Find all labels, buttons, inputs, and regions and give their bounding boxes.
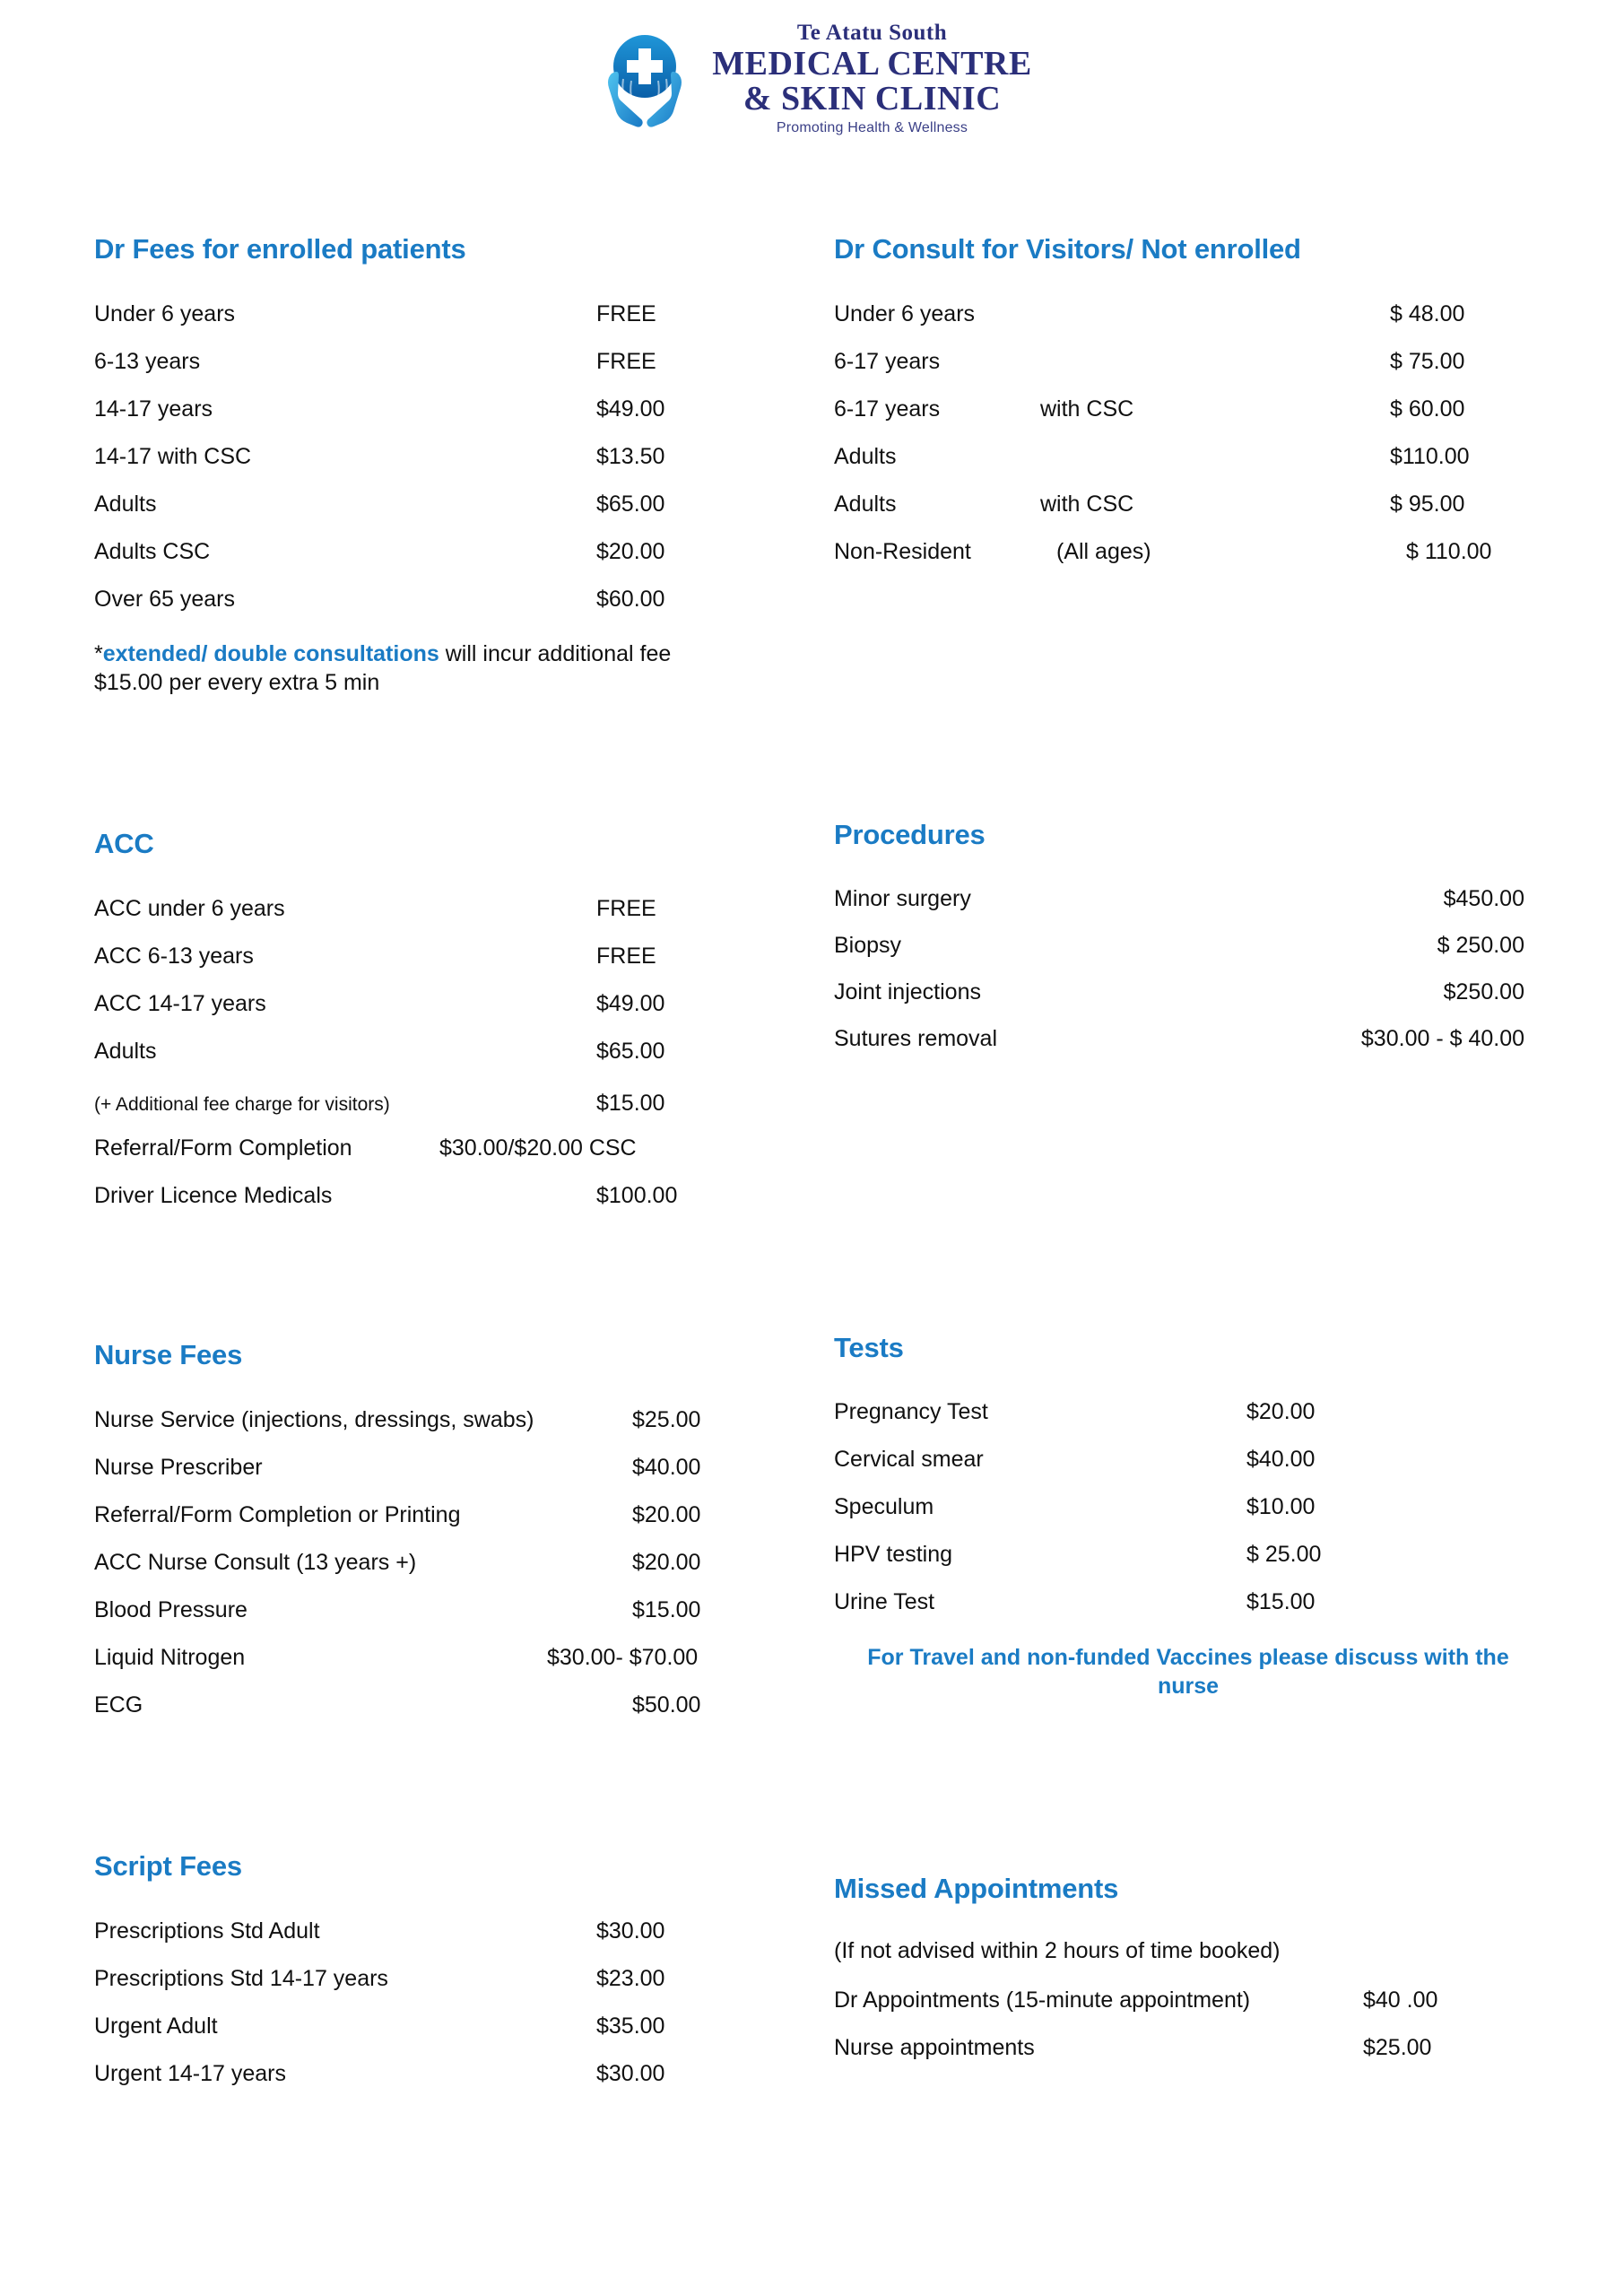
fee-row bbox=[834, 1493, 1542, 1519]
fee-row bbox=[94, 588, 803, 611]
section-title-missed-appointments: Missed Appointments bbox=[834, 1873, 1119, 1904]
fee-label: 6-13 years bbox=[94, 348, 201, 374]
fee-label: Cervical smear bbox=[834, 1446, 984, 1472]
fee-price: $30.00- $70.00 bbox=[547, 1644, 699, 1670]
fee-row bbox=[94, 398, 803, 421]
fee-row bbox=[834, 885, 1524, 911]
fee-row bbox=[834, 1398, 1542, 1424]
section-title-dr-consult-visitors: Dr Consult for Visitors/ Not enrolled bbox=[834, 233, 1301, 265]
section-dr-fees-enrolled bbox=[94, 235, 803, 697]
fee-price: $23.00 bbox=[596, 1965, 665, 1991]
fee-label: Referral/Form Completion or Printing bbox=[94, 1501, 461, 1527]
fee-price: $ 48.00 bbox=[1390, 300, 1465, 326]
logo-line-skin-clinic: & SKIN CLINIC bbox=[743, 80, 1002, 117]
fee-row bbox=[834, 348, 1542, 374]
fee-label: Over 65 years bbox=[94, 586, 236, 612]
section-dr-consult-visitors bbox=[834, 235, 1542, 563]
fee-qualifier: (All ages) bbox=[1056, 538, 1151, 564]
fee-row bbox=[94, 1454, 803, 1480]
fee-price: $30.00 - $ 40.00 bbox=[1360, 1025, 1524, 1051]
fee-price: FREE bbox=[596, 348, 656, 374]
fee-price: $100.00 bbox=[596, 1182, 678, 1208]
section-title-script-fees: Script Fees bbox=[94, 1850, 242, 1882]
fee-row bbox=[834, 300, 1542, 326]
fee-label: Referral/Form Completion bbox=[94, 1135, 352, 1161]
fee-row bbox=[94, 443, 803, 469]
fee-price: $110.00 bbox=[1390, 443, 1470, 469]
fee-label: Urgent 14-17 years bbox=[94, 2060, 287, 2086]
section-title-procedures: Procedures bbox=[834, 819, 986, 850]
fee-label: Dr Appointments (15-minute appointment) bbox=[834, 1987, 1251, 2013]
fee-qualifier: with CSC bbox=[1040, 491, 1134, 517]
fee-label: Adults bbox=[94, 491, 157, 517]
fee-label: Urine Test bbox=[834, 1588, 935, 1614]
fee-price: $40.00 bbox=[632, 1454, 701, 1480]
fee-label: Driver Licence Medicals bbox=[94, 1182, 333, 1208]
fee-price: $ 25.00 bbox=[1246, 1541, 1322, 1567]
fee-label: Liquid Nitrogen bbox=[94, 1644, 246, 1670]
fee-price: $30.00 bbox=[596, 2060, 665, 2086]
fee-label: Urgent Adult bbox=[94, 2013, 218, 2039]
medical-cross-in-hands-logo-icon bbox=[592, 25, 698, 133]
fee-row bbox=[94, 1694, 803, 1717]
fee-label: 14-17 years bbox=[94, 396, 213, 422]
fee-price: $20.00 bbox=[632, 1501, 701, 1527]
fee-price: $ 60.00 bbox=[1390, 396, 1465, 422]
fee-price: $20.00 bbox=[632, 1549, 701, 1575]
fee-label: Adults bbox=[94, 1038, 157, 1064]
fee-label: Prescriptions Std 14-17 years bbox=[94, 1965, 388, 1991]
fee-price: $10.00 bbox=[1246, 1493, 1316, 1519]
fee-label: Joint injections bbox=[834, 978, 981, 1004]
fee-price: $13.50 bbox=[596, 443, 665, 469]
fee-row bbox=[94, 2015, 803, 2038]
fee-row-visitor-surcharge bbox=[94, 1092, 803, 1115]
fee-row bbox=[94, 1549, 803, 1575]
fee-label: ECG bbox=[94, 1692, 143, 1718]
fee-label: 6-17 years bbox=[834, 348, 941, 374]
fee-price: $25.00 bbox=[632, 1406, 701, 1432]
fee-price: $15.00 bbox=[596, 1090, 665, 1116]
fee-row bbox=[834, 1541, 1542, 1567]
section-acc bbox=[94, 830, 803, 1207]
logo-tagline: Promoting Health & Wellness bbox=[776, 120, 968, 135]
fee-label: ACC Nurse Consult (13 years +) bbox=[94, 1549, 417, 1575]
section-missed-appointments bbox=[834, 1874, 1542, 2059]
fee-row bbox=[94, 1501, 803, 1527]
fee-price: $49.00 bbox=[596, 990, 665, 1016]
fee-price: $60.00 bbox=[596, 586, 665, 612]
fee-price: $ 75.00 bbox=[1390, 348, 1465, 374]
fee-row bbox=[94, 348, 803, 374]
section-procedures bbox=[834, 821, 1542, 1050]
fee-price: $35.00 bbox=[596, 2013, 665, 2039]
footnote-rest: will incur additional fee $15.00 per every extra 5 min bbox=[94, 640, 672, 695]
fee-label: Nurse Prescriber bbox=[94, 1454, 263, 1480]
fee-row bbox=[94, 538, 803, 564]
fee-price: $50.00 bbox=[632, 1692, 701, 1718]
extended-consultation-footnote bbox=[94, 639, 722, 697]
fee-price: $49.00 bbox=[596, 396, 665, 422]
fee-row bbox=[834, 1025, 1524, 1051]
logo-wordmark bbox=[712, 22, 1031, 135]
fee-price: FREE bbox=[596, 895, 656, 921]
fee-price: $15.00 bbox=[632, 1596, 701, 1622]
clinic-logo-header bbox=[0, 0, 1624, 157]
travel-vaccine-note: For Travel and non-funded Vaccines please discuss with the nurse bbox=[867, 1644, 1509, 1700]
fee-price: FREE bbox=[596, 300, 656, 326]
fee-row bbox=[94, 1137, 803, 1160]
fee-label: ACC 6-13 years bbox=[94, 943, 254, 969]
fee-label: HPV testing bbox=[834, 1541, 953, 1567]
section-tests bbox=[834, 1334, 1542, 1701]
footnote-highlight: extended/ double consultations bbox=[102, 640, 439, 666]
missed-appointments-condition-note: (If not advised within 2 hours of time booked) bbox=[834, 1937, 1281, 1963]
fee-row bbox=[834, 443, 1542, 469]
fee-row bbox=[94, 493, 803, 516]
fee-row bbox=[834, 398, 1542, 421]
fee-price: FREE bbox=[596, 943, 656, 969]
fee-row bbox=[94, 895, 803, 921]
fee-row bbox=[94, 945, 803, 968]
logo-lockup bbox=[592, 22, 1031, 135]
fee-label: Adults CSC bbox=[94, 538, 211, 564]
fee-row bbox=[94, 1182, 803, 1208]
fee-price: $30.00/$20.00 CSC bbox=[439, 1135, 637, 1161]
fee-price: $40 .00 bbox=[1363, 1987, 1438, 2013]
section-title-dr-fees-enrolled: Dr Fees for enrolled patients bbox=[94, 233, 466, 265]
fee-row bbox=[834, 1989, 1524, 2012]
fee-row bbox=[834, 978, 1524, 1004]
fee-label: Minor surgery bbox=[834, 885, 971, 911]
fee-qualifier: with CSC bbox=[1040, 396, 1134, 422]
logo-line-te-atatu-south: Te Atatu South bbox=[796, 21, 948, 45]
fee-label: Biopsy bbox=[834, 932, 902, 958]
footnote-asterisk: * bbox=[94, 640, 103, 666]
fee-row bbox=[94, 1965, 803, 1991]
fee-price: $40.00 bbox=[1246, 1446, 1316, 1472]
fee-label: Sutures removal bbox=[834, 1025, 998, 1051]
fee-label: Nurse Service (injections, dressings, swabs) bbox=[94, 1406, 534, 1432]
fee-row bbox=[834, 1588, 1542, 1614]
section-title-tests: Tests bbox=[834, 1332, 904, 1363]
fee-row bbox=[834, 538, 1542, 564]
section-script-fees bbox=[94, 1852, 803, 2085]
fee-row bbox=[94, 1040, 803, 1063]
fee-row bbox=[94, 1920, 803, 1943]
logo-line-medical-centre: MEDICAL CENTRE bbox=[712, 45, 1032, 83]
fee-label: (+ Additional fee charge for visitors) bbox=[94, 1093, 390, 1115]
fee-price: $65.00 bbox=[596, 1038, 665, 1064]
fee-price: $20.00 bbox=[596, 538, 665, 564]
fee-row bbox=[834, 493, 1542, 516]
fee-label: 14-17 with CSC bbox=[94, 443, 252, 469]
fee-price: $ 95.00 bbox=[1390, 491, 1465, 517]
fee-row bbox=[94, 990, 803, 1016]
fee-label: 6-17 years bbox=[834, 396, 941, 422]
fee-price: $450.00 bbox=[1443, 885, 1524, 911]
fee-label: Speculum bbox=[834, 1493, 934, 1519]
fee-label: Under 6 years bbox=[834, 300, 976, 326]
fee-row bbox=[94, 1644, 803, 1670]
fee-label: Adults bbox=[834, 443, 897, 469]
fee-price: $25.00 bbox=[1363, 2034, 1432, 2060]
fee-price: $20.00 bbox=[1246, 1398, 1316, 1424]
fee-price: $250.00 bbox=[1443, 978, 1524, 1004]
fee-row bbox=[94, 2060, 803, 2086]
fee-row bbox=[94, 1596, 803, 1622]
section-title-nurse-fees: Nurse Fees bbox=[94, 1339, 243, 1370]
fee-row bbox=[94, 1406, 803, 1432]
fee-label: Nurse appointments bbox=[834, 2034, 1035, 2060]
fee-row bbox=[94, 300, 803, 326]
fee-label: Adults bbox=[834, 491, 897, 517]
section-title-acc: ACC bbox=[94, 828, 154, 859]
fee-row bbox=[834, 932, 1524, 958]
fee-label: Pregnancy Test bbox=[834, 1398, 988, 1424]
fee-row bbox=[834, 1448, 1542, 1471]
fee-label: ACC 14-17 years bbox=[94, 990, 266, 1016]
section-nurse-fees bbox=[94, 1341, 803, 1717]
fee-price: $ 250.00 bbox=[1437, 932, 1524, 958]
fee-label: ACC under 6 years bbox=[94, 895, 285, 921]
fee-row bbox=[834, 2034, 1524, 2060]
fee-label: Under 6 years bbox=[94, 300, 236, 326]
fee-price: $30.00 bbox=[596, 1918, 665, 1944]
fee-label: Blood Pressure bbox=[94, 1596, 248, 1622]
fee-label: Non-Resident bbox=[834, 538, 971, 564]
fee-price: $ 110.00 bbox=[1406, 538, 1492, 564]
fee-label: Prescriptions Std Adult bbox=[94, 1918, 320, 1944]
fee-price: $65.00 bbox=[596, 491, 665, 517]
fee-price: $15.00 bbox=[1246, 1588, 1316, 1614]
